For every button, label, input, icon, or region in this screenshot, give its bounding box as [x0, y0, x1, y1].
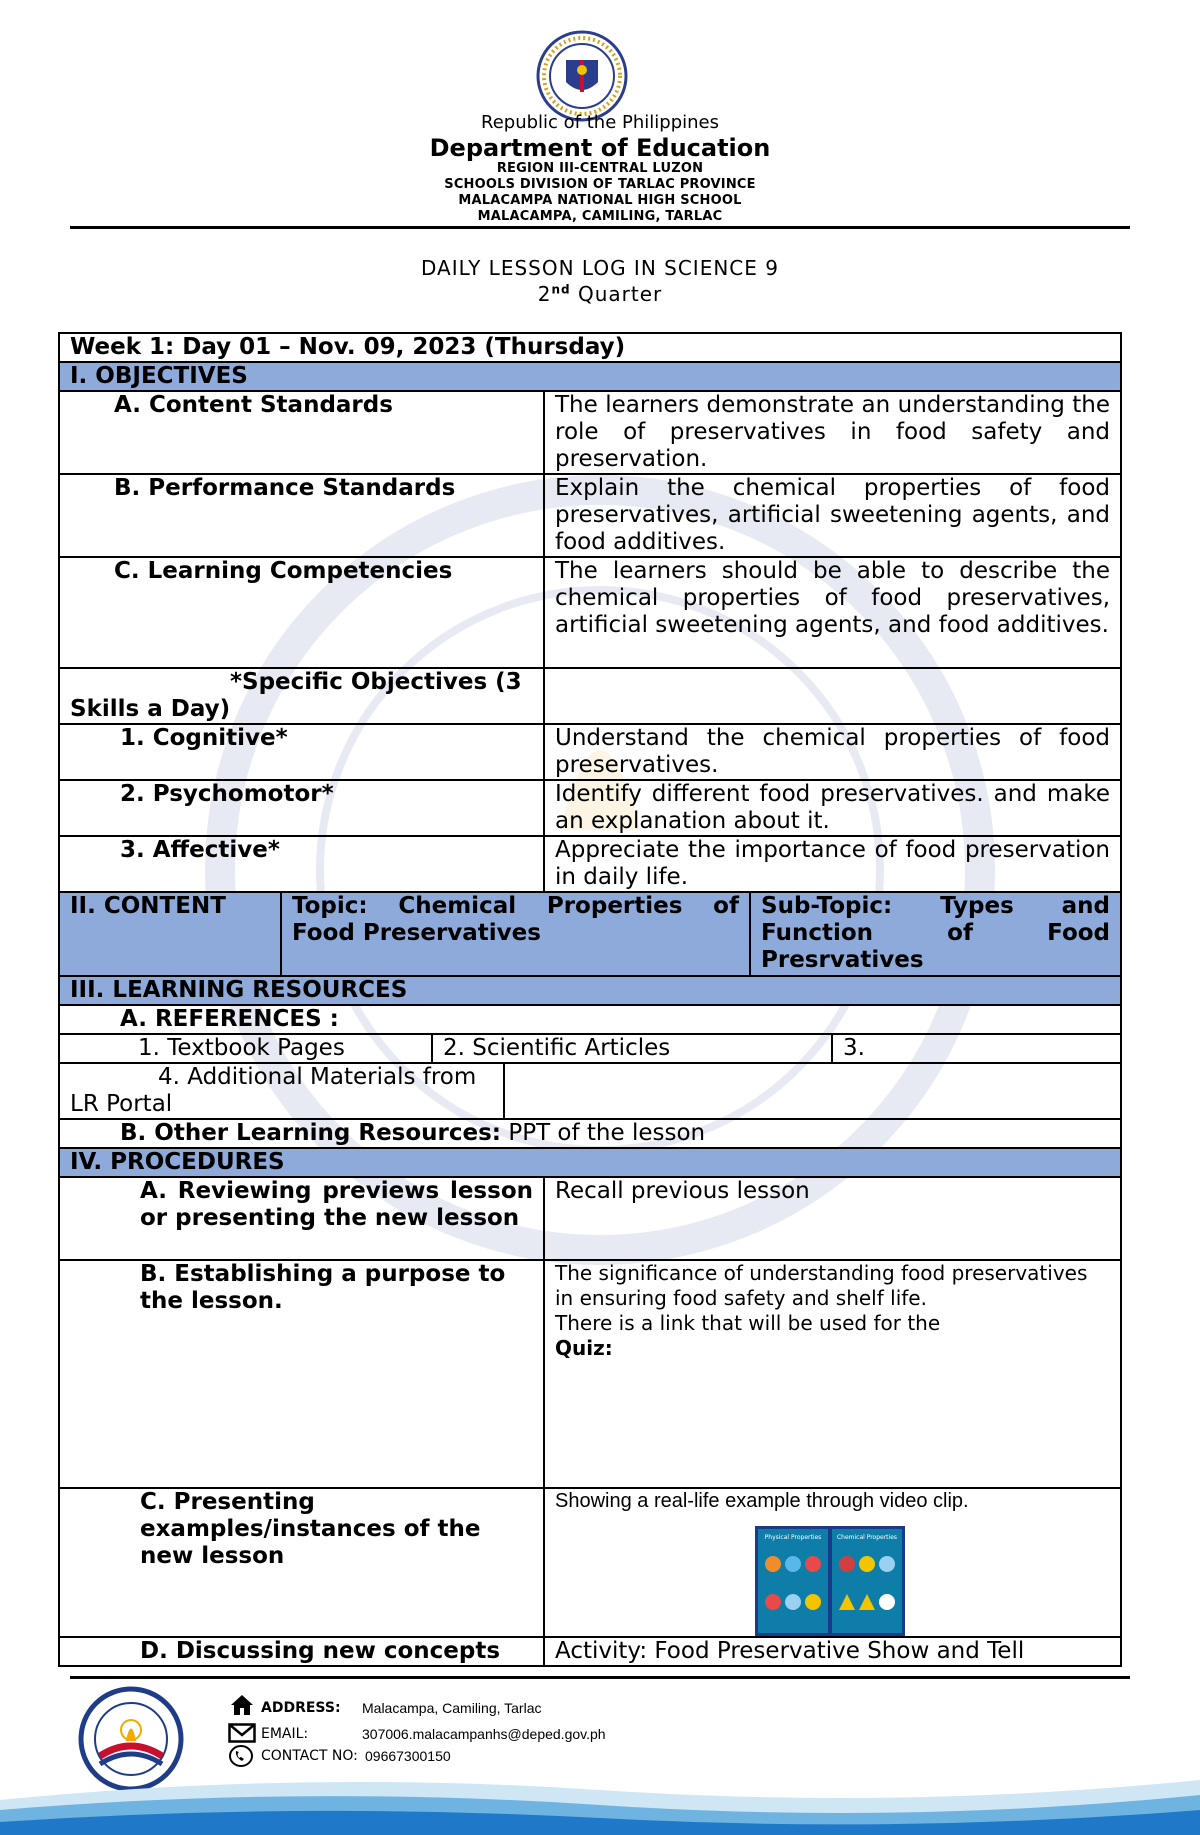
resources-header-row: [59, 976, 1121, 1005]
contact-label: CONTACT NO:: [261, 1748, 358, 1764]
discussing-row: [59, 1637, 1121, 1666]
psychomotor-value: Identify different food preservatives. and make an explanation about it.: [544, 780, 1121, 836]
content-standards-value: The learners demonstrate an understanding the role of preservatives in food safety and preservation.: [544, 391, 1121, 474]
reviewing-label: A. Reviewing previews lesson or presenting the new lesson: [59, 1177, 544, 1260]
performance-standards-label: B. Performance Standards: [59, 474, 544, 557]
school-address: MALACAMPA, CAMILING, TARLAC: [477, 209, 723, 224]
presenting-value: Showing a real-life example through video clip.: [555, 1490, 969, 1512]
department-title: Department of Education: [429, 134, 771, 162]
quarter-title: [0, 282, 1200, 306]
week-cell: Week 1: Day 01 – Nov. 09, 2023 (Thursday): [59, 333, 1121, 362]
header-divider: [70, 226, 1130, 229]
quarter-word: Quarter: [570, 282, 663, 306]
procedures-header: IV. PROCEDURES: [59, 1148, 1121, 1177]
content-standards-label: A. Content Standards: [59, 391, 544, 474]
content-subtable: [60, 893, 1120, 975]
subtopic-text: Sub-Topic: Types and Function of Food Presrvatives: [750, 893, 1120, 975]
purpose-cell: [544, 1260, 1121, 1488]
house-icon: [229, 1693, 255, 1717]
other-resources-cell: [59, 1119, 1121, 1148]
specific-objectives-row: [59, 668, 1121, 724]
references-label: A. REFERENCES :: [59, 1005, 1121, 1034]
presenting-cell: [544, 1488, 1121, 1637]
purpose-label: B. Establishing a purpose to the lesson.: [59, 1260, 544, 1488]
specific-objectives-line2: Skills a Day): [70, 696, 231, 722]
additional-line1: 4. Additional Materials from: [158, 1064, 477, 1090]
week-row: [59, 333, 1121, 362]
division-text: SCHOOLS DIVISION OF TARLAC PROVINCE: [444, 177, 756, 192]
footer-wave-decoration: [0, 1760, 1200, 1835]
additional-subtable: [60, 1064, 1120, 1118]
specific-objectives-label: [59, 668, 544, 724]
ppt-left-title: Physical Properties: [764, 1534, 822, 1541]
specific-objectives-line1: *Specific Objectives (3: [230, 669, 522, 695]
competencies-row: [59, 557, 1121, 668]
quarter-number: 2: [537, 282, 552, 306]
reviewing-value: Recall previous lesson: [544, 1177, 1121, 1260]
additional-line2: LR Portal: [70, 1091, 173, 1117]
content-cell: [59, 892, 1121, 976]
presenting-row: [59, 1488, 1121, 1637]
purpose-value-1: The significance of understanding food preservatives in ensuring food safety and shelf life.: [555, 1261, 1088, 1310]
republic-text: Republic of the Philippines: [481, 112, 719, 133]
cognitive-row: [59, 724, 1121, 780]
topic-text: Topic: Chemical Properties of Food Preservatives: [281, 893, 750, 975]
footer-divider: [70, 1676, 1130, 1679]
ref-textbook: 1. Textbook Pages: [138, 1035, 345, 1061]
purpose-value-2: There is a link that will be used for the: [555, 1311, 941, 1335]
cognitive-label: 1. Cognitive*: [59, 724, 544, 780]
email-value: 307006.malacampanhs@deped.gov.ph: [362, 1726, 606, 1742]
objectives-header-row: [59, 362, 1121, 391]
lesson-log-table: [58, 332, 1122, 1667]
purpose-value-3: Quiz:: [555, 1336, 613, 1360]
psychomotor-label: 2. Psychomotor*: [59, 780, 544, 836]
other-resources-value: PPT of the lesson: [501, 1120, 706, 1146]
content-header: II. CONTENT: [70, 893, 226, 919]
additional-materials-row: [59, 1063, 1121, 1119]
additional-materials-label: [60, 1064, 504, 1118]
reference-items-cell: [59, 1034, 1121, 1063]
discussing-value: Activity: Food Preservative Show and Tell: [544, 1637, 1121, 1666]
additional-materials-cell: [59, 1063, 1121, 1119]
deped-seal-logo: [536, 30, 628, 122]
additional-materials-empty: [504, 1064, 1120, 1118]
performance-standards-row: [59, 474, 1121, 557]
region-text: REGION III-CENTRAL LUZON: [496, 161, 704, 176]
reviewing-row: [59, 1177, 1121, 1260]
specific-objectives-empty: [544, 668, 1121, 724]
affective-value: Appreciate the importance of food preservation in daily life.: [544, 836, 1121, 892]
affective-row: [59, 836, 1121, 892]
psychomotor-row: [59, 780, 1121, 836]
purpose-row: [59, 1260, 1121, 1488]
content-row: [59, 892, 1121, 976]
reference-items-subtable: [60, 1035, 1120, 1062]
ppt-right-title: Chemical Properties: [836, 1534, 898, 1541]
ref-articles: 2. Scientific Articles: [432, 1035, 832, 1062]
content-standards-row: [59, 391, 1121, 474]
document-title: DAILY LESSON LOG IN SCIENCE 9: [420, 256, 779, 280]
other-resources-row: [59, 1119, 1121, 1148]
reference-items-row: [59, 1034, 1121, 1063]
presenting-label: C. Presenting examples/instances of the new lesson: [59, 1488, 544, 1637]
cognitive-value: Understand the chemical properties of food preservatives.: [544, 724, 1121, 780]
envelope-icon: [228, 1723, 256, 1743]
address-label: ADDRESS:: [261, 1700, 341, 1716]
objectives-header: I. OBJECTIVES: [59, 362, 1121, 391]
other-resources-label: B. Other Learning Resources:: [120, 1120, 502, 1146]
ref-3: 3.: [832, 1035, 1120, 1062]
properties-slide-thumbnail: [755, 1526, 905, 1636]
discussing-label: D. Discussing new concepts: [59, 1637, 544, 1666]
performance-standards-value: Explain the chemical properties of food preservatives, artificial sweetening agents, and food additives.: [544, 474, 1121, 557]
procedures-header-row: [59, 1148, 1121, 1177]
school-name: MALACAMPA NATIONAL HIGH SCHOOL: [458, 193, 742, 208]
competencies-value: The learners should be able to describe the chemical properties of food preservatives, artificial sweetening agents, and food additives.: [544, 557, 1121, 668]
resources-header: III. LEARNING RESOURCES: [59, 976, 1121, 1005]
contact-value: 09667300150: [365, 1748, 451, 1764]
references-row: [59, 1005, 1121, 1034]
email-label: EMAIL:: [261, 1726, 309, 1742]
quarter-suffix: nd: [551, 282, 571, 297]
competencies-label: C. Learning Competencies: [59, 557, 544, 668]
address-value: Malacampa, Camiling, Tarlac: [362, 1700, 542, 1716]
affective-label: 3. Affective*: [59, 836, 544, 892]
